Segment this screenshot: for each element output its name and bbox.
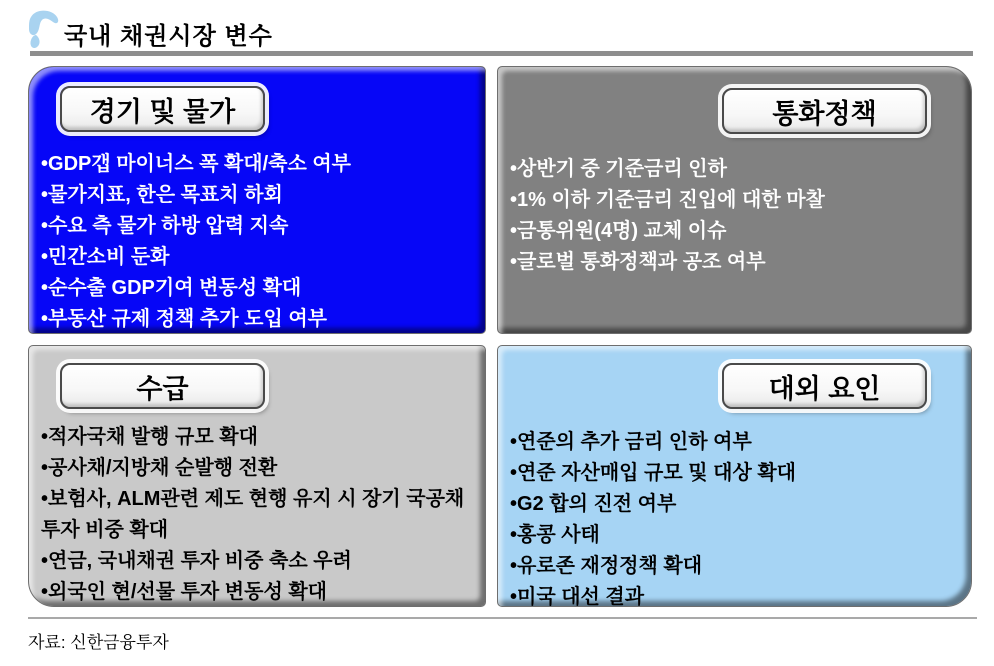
- list-item: • 민간소비 둔화: [41, 242, 477, 273]
- panel-monetary-list: [510, 154, 963, 278]
- panel-monetary-policy: [497, 66, 972, 334]
- list-item: • 공사채/지방채 순발행 전환: [41, 453, 477, 484]
- panel-external-factors: [497, 345, 972, 607]
- list-item: • 적자국채 발행 규모 확대: [41, 422, 477, 453]
- panel-economy-list: [41, 149, 477, 335]
- list-item: • 연준의 추가 금리 인하 여부: [510, 427, 963, 458]
- page-title: 국내 채권시장 변수: [64, 23, 273, 50]
- list-item: • 홍콩 사태: [510, 520, 963, 551]
- header-divider: [30, 51, 973, 56]
- list-item: • 미국 대선 결과: [510, 582, 963, 613]
- list-item: • 1% 이하 기준금리 진입에 대한 마찰: [510, 185, 963, 216]
- panel-supply-list: [41, 422, 477, 608]
- panel-external-list: [510, 427, 963, 613]
- list-item: • 금통위원(4명) 교체 이슈: [510, 216, 963, 247]
- list-item: • 글로벌 통화정책과 공조 여부: [510, 247, 963, 278]
- list-item: • 물가지표, 한은 목표치 하회: [41, 180, 477, 211]
- shinhan-logo-icon: [24, 9, 60, 51]
- list-item: • 연준 자산매입 규모 및 대상 확대: [510, 458, 963, 489]
- list-item: • 보험사, ALM관련 제도 현행 유지 시 장기 국공채 투자 비중 확대: [41, 484, 477, 546]
- list-item: • 외국인 현/선물 투자 변동성 확대: [41, 577, 477, 608]
- panel-supply-title: 수급: [60, 363, 265, 409]
- list-item: • GDP갭 마이너스 폭 확대/축소 여부: [41, 149, 477, 180]
- panel-economy-prices: [28, 66, 486, 334]
- panel-economy-title: 경기 및 물가: [60, 86, 265, 132]
- footer-divider: [28, 617, 977, 619]
- panel-supply-demand: [28, 345, 486, 607]
- panel-monetary-title: 통화정책: [722, 88, 927, 134]
- list-item: • 수요 측 물가 하방 압력 지속: [41, 211, 477, 242]
- list-item: • 연금, 국내채권 투자 비중 축소 우려: [41, 546, 477, 577]
- list-item: • 순수출 GDP기여 변동성 확대: [41, 273, 477, 304]
- list-item: • 부동산 규제 정책 추가 도입 여부: [41, 304, 477, 335]
- panel-external-title: 대외 요인: [722, 363, 927, 409]
- list-item: • G2 합의 진전 여부: [510, 489, 963, 520]
- list-item: • 상반기 중 기준금리 인하: [510, 154, 963, 185]
- source-note: 자료: 신한금융투자: [28, 633, 169, 652]
- list-item: • 유로존 재정정책 확대: [510, 551, 963, 582]
